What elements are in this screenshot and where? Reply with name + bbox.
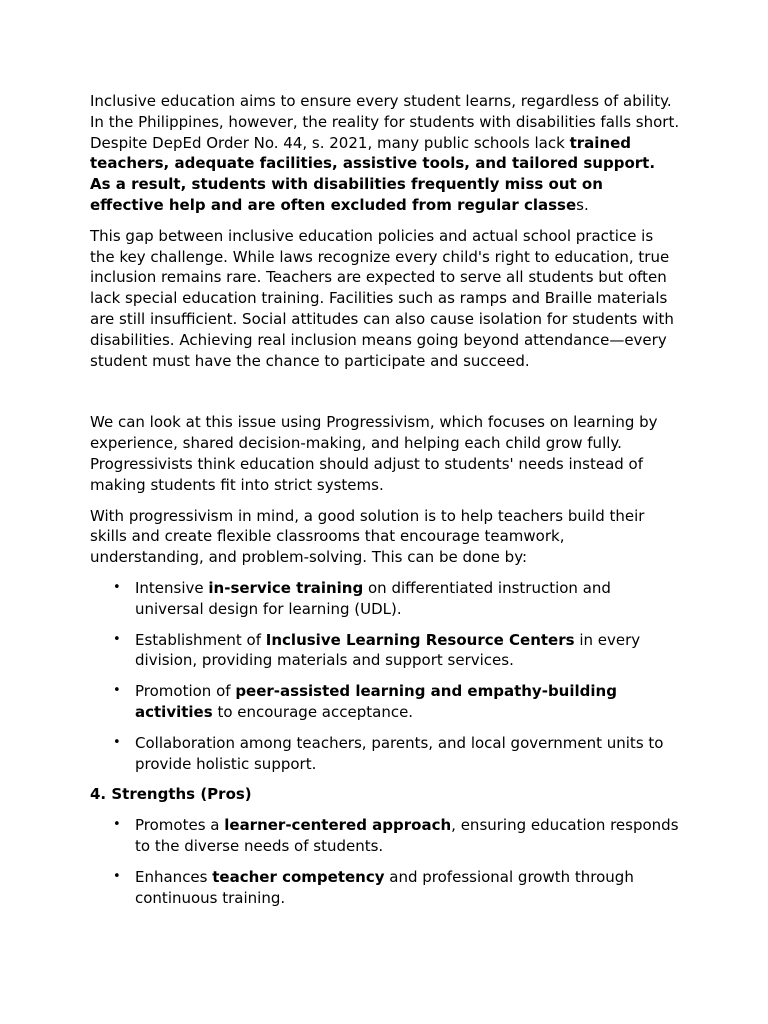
bullet-icon: • bbox=[113, 734, 121, 750]
list-item-bold: in-service training bbox=[208, 578, 364, 597]
intro-text-end: s. bbox=[576, 195, 589, 214]
list-item-text: Collaboration among teachers, parents, and local government units to provide holistic support. bbox=[135, 733, 664, 773]
list-item-text: Enhances bbox=[135, 867, 213, 886]
list-item bbox=[113, 578, 680, 620]
solutions-list bbox=[90, 578, 680, 774]
intro-paragraph bbox=[90, 91, 680, 216]
intro-text: Inclusive education aims to ensure every student learns, regardless of ability. In the Philippines, however, the reality for students with disabilities falls short. Despite DepEd Order No. 44, s. 2021, many public schools lack bbox=[90, 92, 680, 152]
list-item-text: in every division, providing materials and support services. bbox=[135, 630, 641, 670]
list-item-bold: peer-assisted learning and empathy-building activities bbox=[135, 682, 617, 721]
progressivism-paragraph: We can look at this issue using Progressivism, which focuses on learning by experience, shared decision-making, and helping each child grow fully. Progressivists think education should adjust to students' needs instead of making students fit into strict systems. bbox=[90, 413, 658, 494]
strengths-heading: 4. Strengths (Pros) bbox=[90, 785, 252, 804]
solution-paragraph: With progressivism in mind, a good solution is to help teachers build their skills and create flexible classrooms that encourage teamwork, understanding, and problem-solving. This can be done by: bbox=[90, 506, 645, 567]
gap-paragraph: This gap between inclusive education policies and actual school practice is the key challenge. While laws recognize every child's right to education, true inclusion remains rare. Teachers are expected to serve all students but often lack special education training. Facilities such as ramps and Braille materials are still insufficient. Social attitudes can also cause isolation for students with disabilities. Achieving real inclusion means going beyond attendance—every student must have the chance to participate and succeed. bbox=[90, 226, 674, 370]
list-item-text: Promotion of bbox=[135, 682, 236, 701]
list-item bbox=[113, 867, 680, 909]
list-item bbox=[113, 681, 680, 723]
bullet-icon: • bbox=[113, 579, 121, 595]
list-item bbox=[113, 815, 680, 857]
list-item bbox=[113, 630, 680, 672]
list-item-text: Intensive bbox=[135, 578, 209, 597]
bullet-icon: • bbox=[113, 868, 121, 884]
list-item-text: to encourage acceptance. bbox=[212, 702, 414, 721]
list-item-text: Promotes a bbox=[135, 816, 225, 835]
list-item-bold: learner-centered approach bbox=[224, 816, 452, 835]
bullet-icon: • bbox=[113, 683, 121, 699]
list-item-bold: Inclusive Learning Resource Centers bbox=[265, 630, 575, 649]
list-item-text: , ensuring education responds to the diverse needs of students. bbox=[135, 816, 679, 855]
list-item-text: and professional growth through continuous training. bbox=[135, 867, 634, 907]
bullet-icon: • bbox=[113, 817, 121, 833]
bullet-icon: • bbox=[113, 631, 121, 647]
list-item-text: Establishment of bbox=[135, 630, 266, 649]
strengths-list bbox=[90, 815, 680, 908]
intro-bold-text: trained teachers, adequate facilities, assistive tools, and tailored support. As a result, students with disabilities frequently miss out on effective help and are often excluded from regular classe bbox=[90, 133, 656, 214]
document-page bbox=[90, 91, 680, 918]
list-item-bold: teacher competency bbox=[212, 867, 385, 886]
list-item bbox=[113, 733, 680, 775]
blank-line bbox=[90, 381, 680, 412]
list-item-text: on differentiated instruction and universal design for learning (UDL). bbox=[135, 578, 611, 618]
